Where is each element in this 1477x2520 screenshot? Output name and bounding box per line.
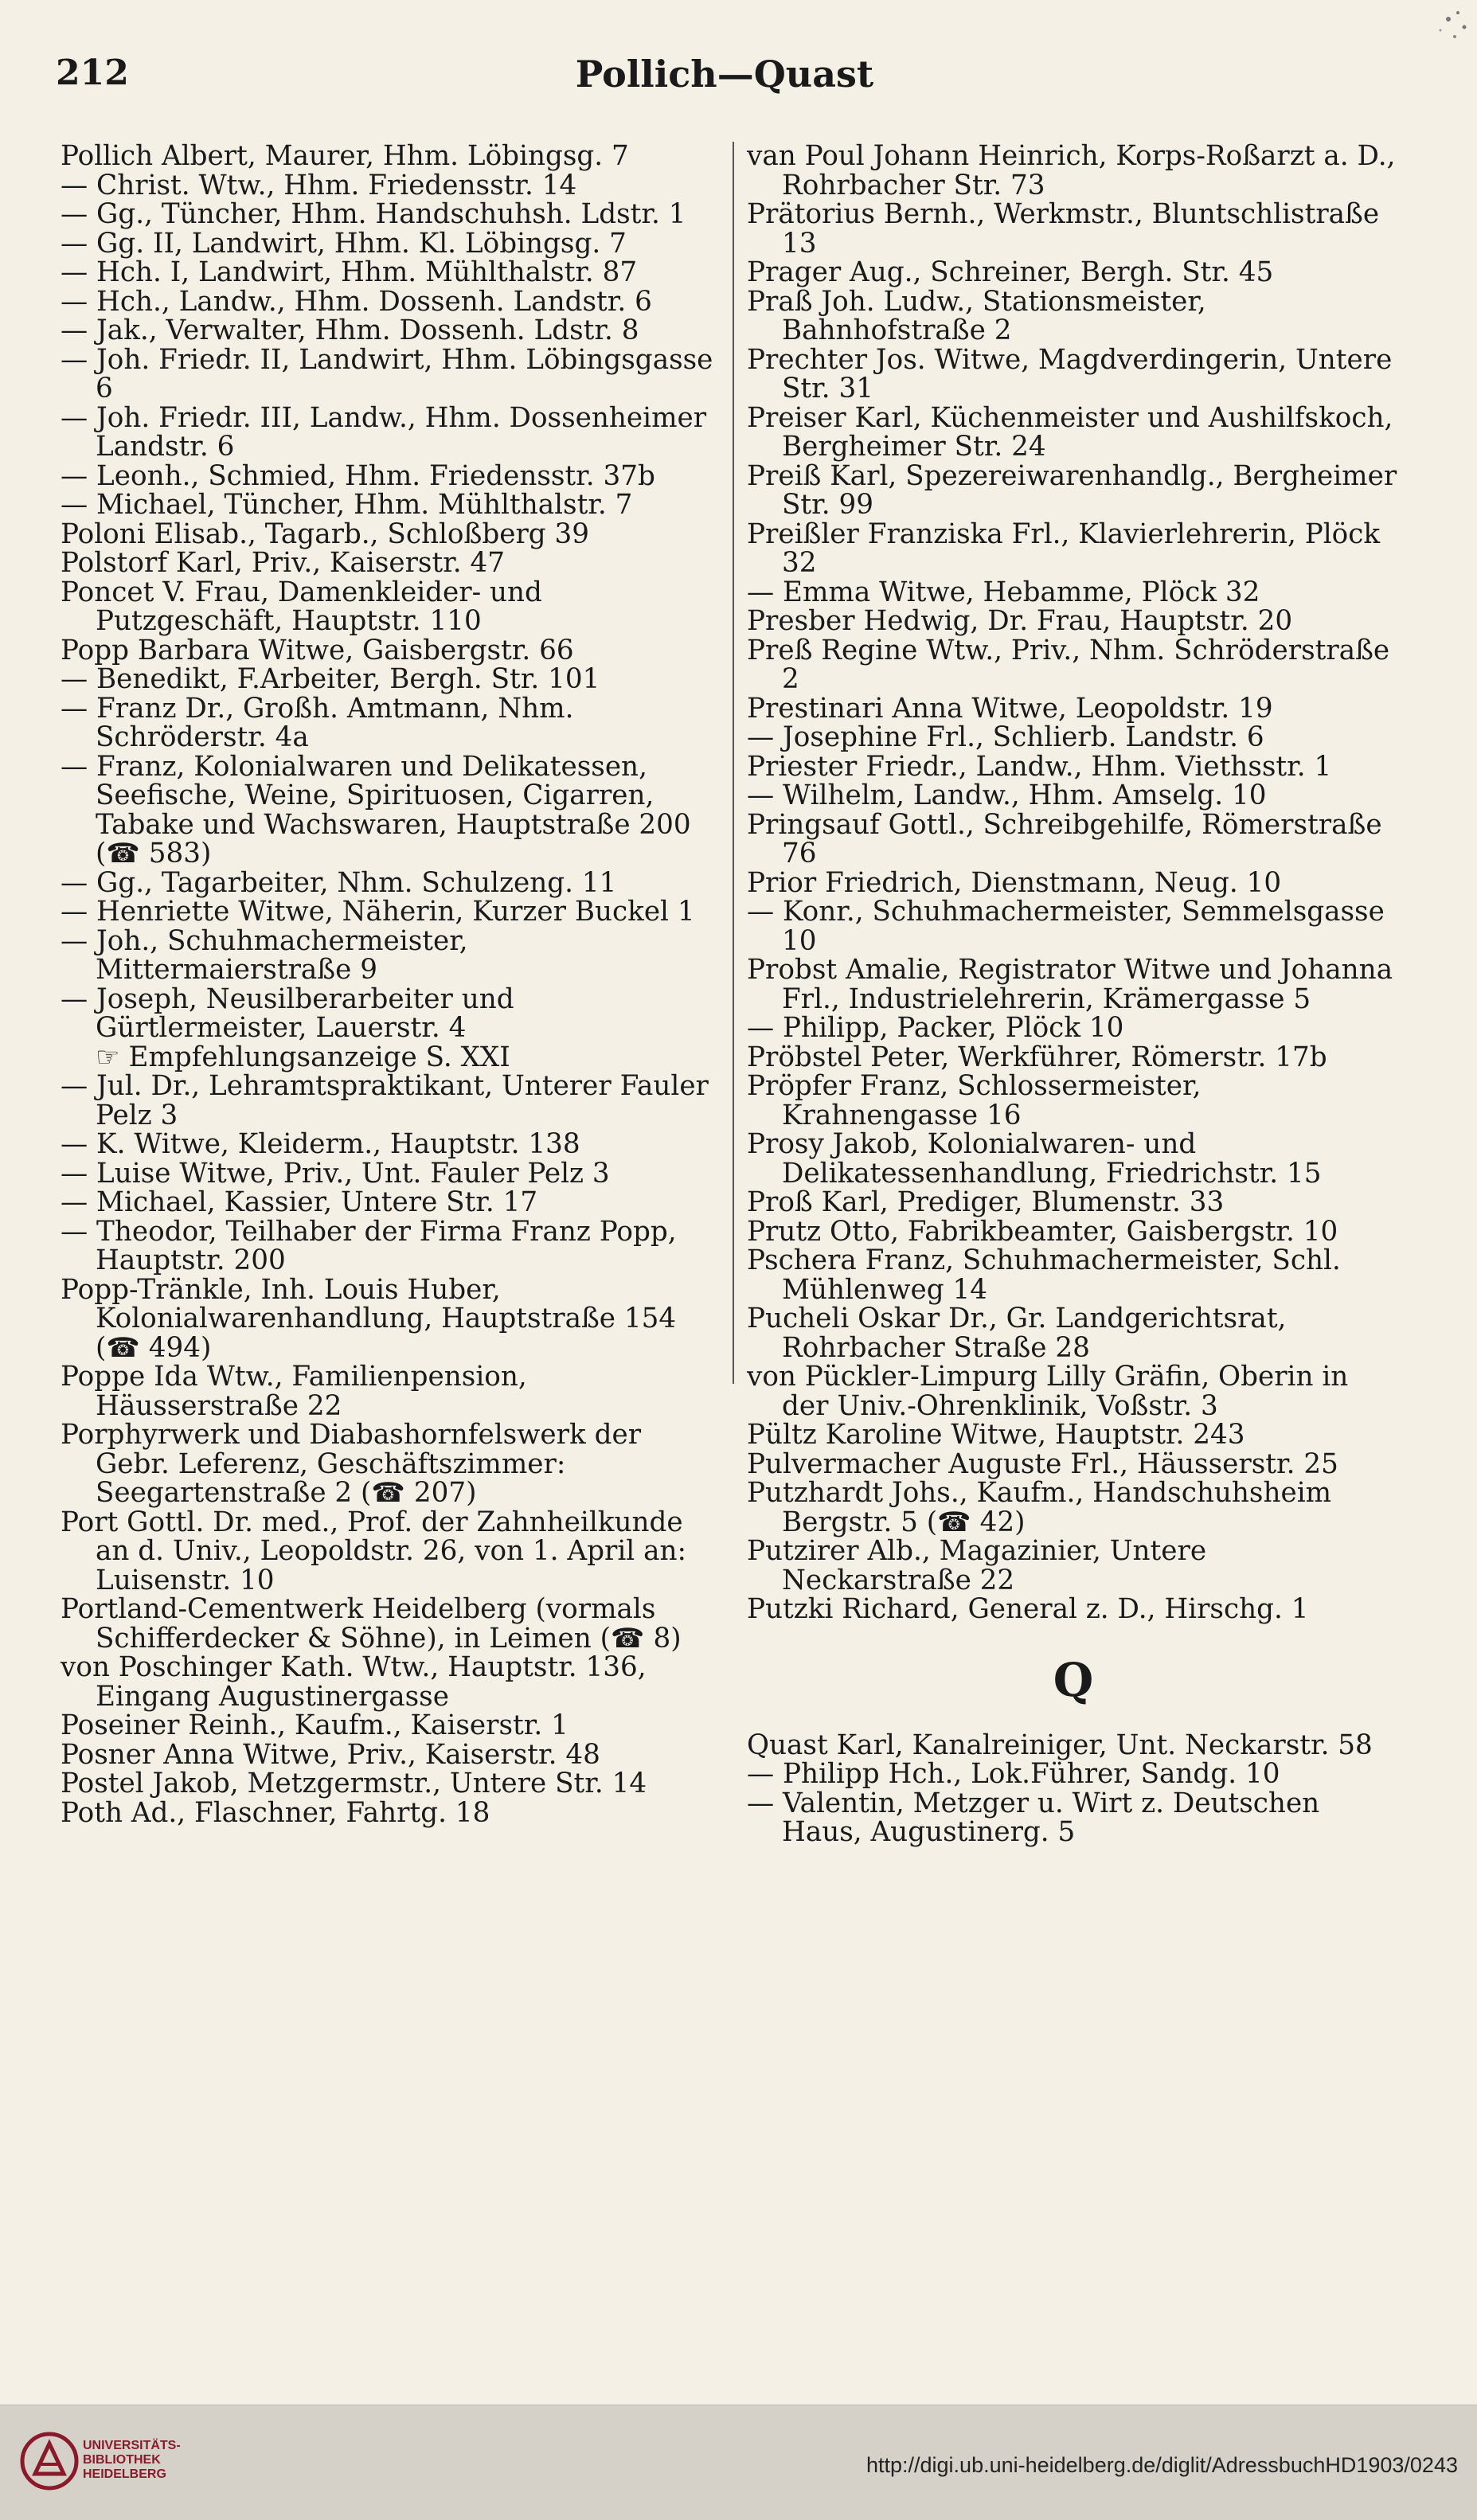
directory-entry: Putzki Richard, General z. D., Hirschg. 1 xyxy=(747,1593,1309,1625)
directory-entry: — Emma Witwe, Hebamme, Plöck 32 xyxy=(747,576,1260,608)
directory-entry: — Luise Witwe, Priv., Unt. Fauler Pelz 3 xyxy=(61,1157,610,1190)
directory-entry: Pollich Albert, Maurer, Hhm. Löbingsg. 7 xyxy=(61,140,629,172)
directory-entry: Quast Karl, Kanalreiniger, Unt. Neckarstr. 58 xyxy=(747,1729,1373,1761)
directory-entry: Preiser Karl, Küchenmeister und Aushilfskoch, Bergheimer Str. 24 xyxy=(747,401,1393,463)
directory-entry: Popp-Tränkle, Inh. Louis Huber, Kolonialwarenhandlung, Hauptstraße 154 (☎ 494) xyxy=(61,1273,677,1364)
directory-entry: von Pückler-Limpurg Lilly Gräfin, Oberin in der Univ.-Ohrenklinik, Voßstr. 3 xyxy=(747,1361,1349,1422)
directory-entry: — Joh. Friedr. III, Landw., Hhm. Dossenheimer Landstr. 6 xyxy=(61,401,707,463)
directory-entry: Putzirer Alb., Magazinier, Untere Neckarstraße 22 xyxy=(747,1535,1207,1596)
directory-entry: Pulvermacher Auguste Frl., Häusserstr. 25 xyxy=(747,1448,1338,1480)
directory-entry: Portland-Cementwerk Heidelberg (vormals Schifferdecker & Söhne), in Leimen (☎ 8) xyxy=(61,1593,682,1655)
directory-entry: Prechter Jos. Witwe, Magdverdingerin, Untere Str. 31 xyxy=(747,343,1393,404)
directory-entry: Pröpfer Franz, Schlossermeister, Krahnengasse 16 xyxy=(747,1070,1202,1131)
directory-entry: Prätorius Bernh., Werkmstr., Bluntschlistraße 13 xyxy=(747,198,1380,260)
directory-entry: Pröbstel Peter, Werkführer, Römerstr. 17b xyxy=(747,1041,1327,1073)
directory-entry: — Joh. Friedr. II, Landwirt, Hhm. Löbingsgasse 6 xyxy=(61,343,713,404)
running-head: Pollich—Quast xyxy=(575,53,874,96)
directory-entry: Pucheli Oskar Dr., Gr. Landgerichtsrat, Rohrbacher Straße 28 xyxy=(747,1303,1287,1364)
directory-entry: — Gg. II, Landwirt, Hhm. Kl. Löbingsg. 7 xyxy=(61,227,627,260)
directory-entry: — Michael, Kassier, Untere Str. 17 xyxy=(61,1186,538,1218)
directory-entry: Poncet V. Frau, Damenkleider- und Putzgeschäft, Hauptstr. 110 xyxy=(61,576,542,637)
directory-entry: — Gg., Tagarbeiter, Nhm. Schulzeng. 11 xyxy=(61,866,617,899)
letter-heading-q: Q xyxy=(1053,1652,1094,1707)
directory-entry: — Hch., Landw., Hhm. Dossenh. Landstr. 6 xyxy=(61,285,652,318)
directory-entry: Polstorf Karl, Priv., Kaiserstr. 47 xyxy=(61,547,506,579)
left-column xyxy=(61,142,715,1827)
directory-entry: Porphyrwerk und Diabashornfelswerk der Gebr. Leferenz, Geschäftszimmer: Seegartenstraße 2 (☎ 207) xyxy=(61,1419,642,1509)
directory-entry: Pringsauf Gottl., Schreibgehilfe, Römerstraße 76 xyxy=(747,808,1382,869)
directory-entry: Pschera Franz, Schuhmachermeister, Schl. Mühlenweg 14 xyxy=(747,1244,1341,1306)
directory-entry: — Franz Dr., Großh. Amtmann, Nhm. Schröderstr. 4a xyxy=(61,692,574,753)
column-divider xyxy=(733,142,734,1384)
directory-entry: — Michael, Tüncher, Hhm. Mühlthalstr. 7 xyxy=(61,489,633,521)
corner-stamp-mark xyxy=(1416,3,1472,51)
directory-entry: Port Gottl. Dr. med., Prof. der Zahnheilkunde an d. Univ., Leopoldstr. 26, von 1. April an: Luisenstr. 10 xyxy=(61,1506,686,1596)
page-header xyxy=(56,53,1393,108)
page-number: 212 xyxy=(56,53,129,93)
directory-entry: Poth Ad., Flaschner, Fahrtg. 18 xyxy=(61,1796,490,1829)
directory-entry: Preß Regine Wtw., Priv., Nhm. Schröderstraße 2 xyxy=(747,634,1390,695)
directory-entry: Prutz Otto, Fabrikbeamter, Gaisbergstr. 10 xyxy=(747,1215,1338,1248)
directory-entry: Prior Friedrich, Dienstmann, Neug. 10 xyxy=(747,866,1282,899)
directory-entry: — Hch. I, Landwirt, Hhm. Mühlthalstr. 87 xyxy=(61,256,638,288)
directory-entry: — Benedikt, F.Arbeiter, Bergh. Str. 101 xyxy=(61,663,600,695)
directory-entry: — Jul. Dr., Lehramtspraktikant, Unterer Fauler Pelz 3 xyxy=(61,1070,709,1131)
directory-entry: Poseiner Reinh., Kaufm., Kaiserstr. 1 xyxy=(61,1709,569,1741)
directory-entry: Praß Joh. Ludw., Stationsmeister, Bahnhofstraße 2 xyxy=(747,285,1206,346)
directory-entry: Presber Hedwig, Dr. Frau, Hauptstr. 20 xyxy=(747,605,1293,637)
directory-entry: — Gg., Tüncher, Hhm. Handschuhsh. Ldstr. 1 xyxy=(61,198,686,230)
directory-entry: — Franz, Kolonialwaren und Delikatessen, Seefische, Weine, Spirituosen, Cigarren, Tabake und Wachswaren, Hauptstraße 200 (☎ 583) xyxy=(61,750,691,869)
directory-entry: ☞ Empfehlungsanzeige S. XXI xyxy=(96,1041,510,1073)
footer-bar xyxy=(0,2405,1477,2520)
directory-entry: Preißler Franziska Frl., Klavierlehrerin, Plöck 32 xyxy=(747,518,1381,579)
directory-entry: — Philipp Hch., Lok.Führer, Sandg. 10 xyxy=(747,1758,1280,1790)
institution-name: UNIVERSITÄTS- BIBLIOTHEK HEIDELBERG xyxy=(83,2439,181,2481)
right-column xyxy=(747,142,1400,1847)
directory-entry: Prosy Jakob, Kolonialwaren- und Delikatessenhandlung, Friedrichstr. 15 xyxy=(747,1128,1322,1190)
directory-entry: von Poschinger Kath. Wtw., Hauptstr. 136, Eingang Augustinergasse xyxy=(61,1651,647,1713)
directory-entry: Priester Friedr., Landw., Hhm. Viethsstr. 1 xyxy=(747,750,1332,783)
directory-entry: — Theodor, Teilhaber der Firma Franz Popp, Hauptstr. 200 xyxy=(61,1215,677,1276)
directory-entry: Preiß Karl, Spezereiwarenhandlg., Bergheimer Str. 99 xyxy=(747,459,1397,521)
directory-entry: — Henriette Witwe, Näherin, Kurzer Buckel 1 xyxy=(61,896,695,928)
directory-entry: — Konr., Schuhmachermeister, Semmelsgasse 10 xyxy=(747,896,1385,957)
directory-entry: Putzhardt Johs., Kaufm., Handschuhsheim Bergstr. 5 (☎ 42) xyxy=(747,1477,1332,1538)
directory-entry: — Jak., Verwalter, Hhm. Dossenh. Ldstr. 8 xyxy=(61,315,639,346)
directory-entry: — Philipp, Packer, Plöck 10 xyxy=(747,1012,1124,1044)
directory-entry: Pültz Karoline Witwe, Hauptstr. 243 xyxy=(747,1419,1245,1451)
directory-entry: Posner Anna Witwe, Priv., Kaiserstr. 48 xyxy=(61,1738,600,1771)
source-url-link[interactable]: http://digi.ub.uni-heidelberg.de/diglit/AdressbuchHD1903/0243 xyxy=(865,2453,1458,2477)
directory-entry: — Joh., Schuhmachermeister, Mittermaierstraße 9 xyxy=(61,924,468,986)
directory-entry: Proß Karl, Prediger, Blumenstr. 33 xyxy=(747,1186,1225,1218)
directory-entry: — Leonh., Schmied, Hhm. Friedensstr. 37b xyxy=(61,459,655,492)
directory-entry: — Wilhelm, Landw., Hhm. Amselg. 10 xyxy=(747,779,1267,811)
university-library-logo-icon xyxy=(18,2429,81,2493)
directory-entry: van Poul Johann Heinrich, Korps-Roßarzt a. D., Rohrbacher Str. 73 xyxy=(747,140,1396,201)
directory-entry: — Joseph, Neusilberarbeiter und Gürtlermeister, Lauerstr. 4 xyxy=(61,983,514,1044)
directory-entry: Popp Barbara Witwe, Gaisbergstr. 66 xyxy=(61,634,574,666)
directory-entry: Poloni Elisab., Tagarb., Schloßberg 39 xyxy=(61,518,590,550)
directory-entry: — K. Witwe, Kleiderm., Hauptstr. 138 xyxy=(61,1128,580,1160)
directory-entry: Probst Amalie, Registrator Witwe und Johanna Frl., Industrielehrerin, Krämergasse 5 xyxy=(747,954,1393,1015)
directory-entry: — Valentin, Metzger u. Wirt z. Deutschen Haus, Augustinerg. 5 xyxy=(747,1787,1320,1848)
directory-entry: Prestinari Anna Witwe, Leopoldstr. 19 xyxy=(747,692,1273,725)
directory-entry: Prager Aug., Schreiner, Bergh. Str. 45 xyxy=(747,256,1274,288)
directory-entry: — Christ. Wtw., Hhm. Friedensstr. 14 xyxy=(61,169,577,201)
directory-entry: Poppe Ida Wtw., Familienpension, Häusserstraße 22 xyxy=(61,1361,527,1422)
directory-entry: — Josephine Frl., Schlierb. Landstr. 6 xyxy=(747,721,1264,753)
directory-entry: Postel Jakob, Metzgermstr., Untere Str. 14 xyxy=(61,1768,647,1799)
